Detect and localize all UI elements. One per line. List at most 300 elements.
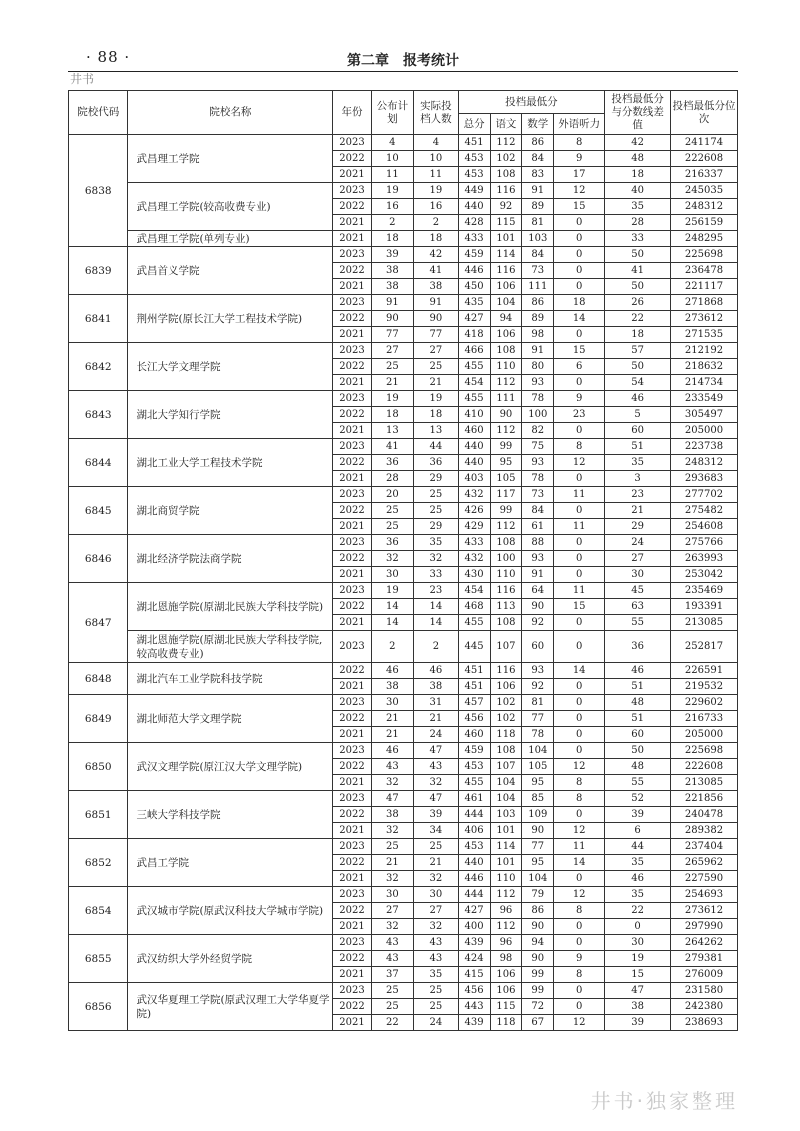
table-body [69, 135, 738, 1031]
plan-cell: 43 [371, 759, 413, 775]
rank-cell: 297990 [671, 919, 738, 935]
actual-cell: 24 [414, 727, 459, 743]
foreign-score-cell: 11 [554, 839, 605, 855]
school-name: 武汉纺织大学外经贸学院 [128, 935, 333, 983]
year-cell: 2022 [333, 663, 371, 679]
chinese-score-cell: 101 [490, 855, 522, 871]
school-code: 6841 [69, 295, 128, 343]
table-row [69, 695, 738, 711]
total-score-cell: 429 [458, 519, 490, 535]
plan-cell: 32 [371, 823, 413, 839]
actual-cell: 41 [414, 263, 459, 279]
diff-cell: 33 [605, 231, 671, 247]
total-score-cell: 440 [458, 855, 490, 871]
year-cell: 2021 [333, 375, 371, 391]
actual-cell: 42 [414, 247, 459, 263]
plan-cell: 41 [371, 439, 413, 455]
year-cell: 2021 [333, 727, 371, 743]
chapter-title: 第二章 报考统计 [347, 53, 459, 69]
school-code: 6850 [69, 743, 128, 791]
math-score-cell: 92 [522, 615, 554, 631]
plan-cell: 32 [371, 919, 413, 935]
foreign-score-cell: 0 [554, 327, 605, 343]
year-cell: 2021 [333, 1015, 371, 1031]
total-score-cell: 424 [458, 951, 490, 967]
rank-cell: 205000 [671, 727, 738, 743]
math-score-cell: 78 [522, 727, 554, 743]
diff-cell: 54 [605, 375, 671, 391]
plan-cell: 14 [371, 599, 413, 615]
chinese-score-cell: 117 [490, 487, 522, 503]
math-score-cell: 77 [522, 839, 554, 855]
rank-cell: 263993 [671, 551, 738, 567]
chinese-score-cell: 102 [490, 151, 522, 167]
foreign-score-cell: 0 [554, 215, 605, 231]
total-score-cell: 453 [458, 759, 490, 775]
plan-cell: 30 [371, 567, 413, 583]
year-cell: 2022 [333, 951, 371, 967]
diff-cell: 48 [605, 695, 671, 711]
total-score-cell: 456 [458, 711, 490, 727]
actual-cell: 32 [414, 919, 459, 935]
year-cell: 2021 [333, 471, 371, 487]
school-code: 6849 [69, 695, 128, 743]
school-name: 湖北师范大学文理学院 [128, 695, 333, 743]
rank-cell: 223738 [671, 439, 738, 455]
actual-cell: 27 [414, 903, 459, 919]
year-cell: 2023 [333, 791, 371, 807]
diff-cell: 22 [605, 311, 671, 327]
rank-cell: 222608 [671, 759, 738, 775]
plan-cell: 30 [371, 887, 413, 903]
actual-cell: 29 [414, 471, 459, 487]
math-score-cell: 84 [522, 503, 554, 519]
plan-cell: 20 [371, 487, 413, 503]
diff-cell: 46 [605, 391, 671, 407]
chinese-score-cell: 90 [490, 407, 522, 423]
year-cell: 2022 [333, 503, 371, 519]
actual-cell: 13 [414, 423, 459, 439]
plan-cell: 11 [371, 167, 413, 183]
total-score-cell: 456 [458, 983, 490, 999]
rank-cell: 238693 [671, 1015, 738, 1031]
year-cell: 2023 [333, 183, 371, 199]
plan-cell: 46 [371, 663, 413, 679]
table-row [69, 839, 738, 855]
rank-cell: 225698 [671, 247, 738, 263]
foreign-score-cell: 0 [554, 471, 605, 487]
diff-cell: 6 [605, 823, 671, 839]
diff-cell: 5 [605, 407, 671, 423]
chinese-score-cell: 103 [490, 807, 522, 823]
diff-cell: 50 [605, 743, 671, 759]
diff-cell: 60 [605, 423, 671, 439]
foreign-score-cell: 0 [554, 871, 605, 887]
school-code: 6838 [69, 135, 128, 247]
rank-cell: 265962 [671, 855, 738, 871]
table-row [69, 535, 738, 551]
rank-cell: 235469 [671, 583, 738, 599]
actual-cell: 34 [414, 823, 459, 839]
diff-cell: 55 [605, 775, 671, 791]
diff-cell: 27 [605, 551, 671, 567]
watermark: 井书·独家整理 [590, 1089, 738, 1113]
actual-cell: 24 [414, 1015, 459, 1031]
year-cell: 2021 [333, 775, 371, 791]
actual-cell: 38 [414, 279, 459, 295]
plan-cell: 91 [371, 295, 413, 311]
school-name: 湖北经济学院法商学院 [128, 535, 333, 583]
total-score-cell: 418 [458, 327, 490, 343]
foreign-score-cell: 0 [554, 551, 605, 567]
diff-cell: 38 [605, 999, 671, 1015]
foreign-score-cell: 17 [554, 167, 605, 183]
foreign-score-cell: 0 [554, 535, 605, 551]
school-code: 6845 [69, 487, 128, 535]
total-score-cell: 443 [458, 999, 490, 1015]
diff-cell: 48 [605, 151, 671, 167]
foreign-score-cell: 12 [554, 455, 605, 471]
foreign-score-cell: 11 [554, 519, 605, 535]
rank-cell: 218632 [671, 359, 738, 375]
actual-cell: 44 [414, 439, 459, 455]
plan-cell: 19 [371, 183, 413, 199]
year-cell: 2021 [333, 231, 371, 247]
school-name: 武汉文理学院(原江汉大学文理学院) [128, 743, 333, 791]
chinese-score-cell: 102 [490, 695, 522, 711]
foreign-score-cell: 0 [554, 279, 605, 295]
diff-cell: 29 [605, 519, 671, 535]
year-cell: 2023 [333, 535, 371, 551]
diff-cell: 30 [605, 567, 671, 583]
diff-cell: 39 [605, 807, 671, 823]
year-cell: 2022 [333, 599, 371, 615]
chinese-score-cell: 106 [490, 983, 522, 999]
table-row [69, 487, 738, 503]
chinese-score-cell: 108 [490, 615, 522, 631]
chinese-score-cell: 101 [490, 823, 522, 839]
chinese-score-cell: 102 [490, 711, 522, 727]
math-score-cell: 91 [522, 183, 554, 199]
plan-cell: 2 [371, 631, 413, 663]
math-score-cell: 73 [522, 263, 554, 279]
foreign-score-cell: 9 [554, 151, 605, 167]
foreign-score-cell: 0 [554, 375, 605, 391]
math-score-cell: 90 [522, 599, 554, 615]
total-score-cell: 455 [458, 615, 490, 631]
math-score-cell: 88 [522, 535, 554, 551]
foreign-score-cell: 0 [554, 231, 605, 247]
school-code: 6842 [69, 343, 128, 391]
chinese-score-cell: 114 [490, 839, 522, 855]
plan-cell: 77 [371, 327, 413, 343]
math-score-cell: 92 [522, 679, 554, 695]
actual-cell: 46 [414, 663, 459, 679]
foreign-score-cell: 0 [554, 919, 605, 935]
total-score-cell: 440 [458, 439, 490, 455]
school-code: 6846 [69, 535, 128, 583]
chinese-score-cell: 108 [490, 535, 522, 551]
table-row [69, 183, 738, 199]
table-row [69, 295, 738, 311]
school-name: 三峡大学科技学院 [128, 791, 333, 839]
math-score-cell: 93 [522, 663, 554, 679]
school-code: 6847 [69, 583, 128, 663]
actual-cell: 36 [414, 455, 459, 471]
rank-cell: 271868 [671, 295, 738, 311]
year-cell: 2022 [333, 551, 371, 567]
math-score-cell: 83 [522, 167, 554, 183]
foreign-score-cell: 0 [554, 631, 605, 663]
math-score-cell: 67 [522, 1015, 554, 1031]
plan-cell: 27 [371, 343, 413, 359]
rank-cell: 229602 [671, 695, 738, 711]
math-score-cell: 78 [522, 471, 554, 487]
chinese-score-cell: 99 [490, 503, 522, 519]
rank-cell: 293683 [671, 471, 738, 487]
foreign-score-cell: 0 [554, 711, 605, 727]
chinese-score-cell: 108 [490, 343, 522, 359]
page-number: · 88 · [86, 48, 131, 66]
rank-cell: 231580 [671, 983, 738, 999]
year-cell: 2021 [333, 567, 371, 583]
total-score-cell: 461 [458, 791, 490, 807]
foreign-score-cell: 0 [554, 503, 605, 519]
foreign-score-cell: 0 [554, 695, 605, 711]
rank-cell: 242380 [671, 999, 738, 1015]
math-score-cell: 99 [522, 983, 554, 999]
chinese-score-cell: 104 [490, 295, 522, 311]
table-row [69, 983, 738, 999]
chinese-score-cell: 118 [490, 1015, 522, 1031]
chinese-score-cell: 96 [490, 935, 522, 951]
total-score-cell: 446 [458, 263, 490, 279]
year-cell: 2022 [333, 711, 371, 727]
foreign-score-cell: 8 [554, 791, 605, 807]
header-math: 数学 [522, 114, 554, 135]
year-cell: 2022 [333, 199, 371, 215]
math-score-cell: 111 [522, 279, 554, 295]
chinese-score-cell: 107 [490, 759, 522, 775]
foreign-score-cell: 0 [554, 615, 605, 631]
plan-cell: 25 [371, 359, 413, 375]
diff-cell: 46 [605, 871, 671, 887]
foreign-score-cell: 14 [554, 663, 605, 679]
diff-cell: 46 [605, 663, 671, 679]
chinese-score-cell: 100 [490, 551, 522, 567]
diff-cell: 18 [605, 327, 671, 343]
plan-cell: 38 [371, 263, 413, 279]
diff-cell: 47 [605, 983, 671, 999]
chinese-score-cell: 116 [490, 583, 522, 599]
school-name: 武昌首义学院 [128, 247, 333, 295]
total-score-cell: 440 [458, 455, 490, 471]
math-score-cell: 91 [522, 567, 554, 583]
math-score-cell: 94 [522, 935, 554, 951]
rank-cell: 219532 [671, 679, 738, 695]
rank-cell: 236478 [671, 263, 738, 279]
year-cell: 2023 [333, 935, 371, 951]
plan-cell: 36 [371, 455, 413, 471]
year-cell: 2021 [333, 279, 371, 295]
diff-cell: 18 [605, 167, 671, 183]
foreign-score-cell: 11 [554, 583, 605, 599]
math-score-cell: 72 [522, 999, 554, 1015]
diff-cell: 23 [605, 487, 671, 503]
header-rule [68, 71, 738, 72]
math-score-cell: 105 [522, 759, 554, 775]
year-cell: 2023 [333, 487, 371, 503]
plan-cell: 19 [371, 583, 413, 599]
school-name: 武昌工学院 [128, 839, 333, 887]
actual-cell: 14 [414, 599, 459, 615]
math-score-cell: 61 [522, 519, 554, 535]
rank-cell: 276009 [671, 967, 738, 983]
math-score-cell: 109 [522, 807, 554, 823]
chinese-score-cell: 116 [490, 263, 522, 279]
school-code: 6843 [69, 391, 128, 439]
total-score-cell: 403 [458, 471, 490, 487]
plan-cell: 38 [371, 807, 413, 823]
year-cell: 2021 [333, 519, 371, 535]
diff-cell: 48 [605, 759, 671, 775]
plan-cell: 38 [371, 279, 413, 295]
chinese-score-cell: 106 [490, 279, 522, 295]
foreign-score-cell: 12 [554, 759, 605, 775]
actual-cell: 25 [414, 999, 459, 1015]
total-score-cell: 451 [458, 663, 490, 679]
math-score-cell: 86 [522, 903, 554, 919]
actual-cell: 2 [414, 215, 459, 231]
math-score-cell: 84 [522, 151, 554, 167]
chinese-score-cell: 111 [490, 391, 522, 407]
foreign-score-cell: 8 [554, 135, 605, 151]
total-score-cell: 435 [458, 295, 490, 311]
math-score-cell: 85 [522, 791, 554, 807]
math-score-cell: 98 [522, 327, 554, 343]
total-score-cell: 430 [458, 567, 490, 583]
actual-cell: 43 [414, 935, 459, 951]
math-score-cell: 93 [522, 375, 554, 391]
total-score-cell: 446 [458, 871, 490, 887]
total-score-cell: 460 [458, 423, 490, 439]
table-row [69, 439, 738, 455]
plan-cell: 25 [371, 503, 413, 519]
actual-cell: 25 [414, 503, 459, 519]
table-row [69, 791, 738, 807]
school-name: 湖北汽车工业学院科技学院 [128, 663, 333, 695]
diff-cell: 39 [605, 1015, 671, 1031]
rank-cell: 289382 [671, 823, 738, 839]
total-score-cell: 450 [458, 279, 490, 295]
diff-cell: 63 [605, 599, 671, 615]
plan-cell: 19 [371, 391, 413, 407]
foreign-score-cell: 0 [554, 727, 605, 743]
school-name: 武昌理工学院(较高收费专业) [128, 183, 333, 231]
school-name: 荆州学院(原长江大学工程技术学院) [128, 295, 333, 343]
math-score-cell: 75 [522, 439, 554, 455]
year-cell: 2021 [333, 679, 371, 695]
plan-cell: 46 [371, 743, 413, 759]
diff-cell: 41 [605, 263, 671, 279]
year-cell: 2023 [333, 887, 371, 903]
total-score-cell: 433 [458, 231, 490, 247]
chinese-score-cell: 106 [490, 967, 522, 983]
diff-cell: 40 [605, 183, 671, 199]
plan-cell: 25 [371, 983, 413, 999]
school-code: 6856 [69, 983, 128, 1031]
total-score-cell: 455 [458, 359, 490, 375]
diff-cell: 51 [605, 711, 671, 727]
admission-table [68, 90, 738, 1031]
math-score-cell: 78 [522, 391, 554, 407]
plan-cell: 21 [371, 711, 413, 727]
chinese-score-cell: 110 [490, 359, 522, 375]
math-score-cell: 60 [522, 631, 554, 663]
math-score-cell: 77 [522, 711, 554, 727]
total-score-cell: 449 [458, 183, 490, 199]
plan-cell: 14 [371, 615, 413, 631]
school-name: 武昌理工学院 [128, 135, 333, 183]
chinese-score-cell: 92 [490, 199, 522, 215]
total-score-cell: 451 [458, 135, 490, 151]
math-score-cell: 95 [522, 855, 554, 871]
total-score-cell: 455 [458, 775, 490, 791]
plan-cell: 32 [371, 775, 413, 791]
header-total: 总分 [458, 114, 490, 135]
year-cell: 2022 [333, 455, 371, 471]
rank-cell: 214734 [671, 375, 738, 391]
foreign-score-cell: 0 [554, 807, 605, 823]
year-cell: 2023 [333, 839, 371, 855]
year-cell: 2022 [333, 407, 371, 423]
year-cell: 2021 [333, 919, 371, 935]
total-score-cell: 451 [458, 679, 490, 695]
rank-cell: 256159 [671, 215, 738, 231]
plan-cell: 27 [371, 903, 413, 919]
foreign-score-cell: 8 [554, 903, 605, 919]
actual-cell: 43 [414, 951, 459, 967]
math-score-cell: 104 [522, 743, 554, 759]
diff-cell: 35 [605, 455, 671, 471]
year-cell: 2022 [333, 151, 371, 167]
year-cell: 2021 [333, 215, 371, 231]
total-score-cell: 466 [458, 343, 490, 359]
actual-cell: 18 [414, 407, 459, 423]
foreign-score-cell: 0 [554, 423, 605, 439]
total-score-cell: 459 [458, 247, 490, 263]
plan-cell: 30 [371, 695, 413, 711]
diff-cell: 35 [605, 199, 671, 215]
rank-cell: 275482 [671, 503, 738, 519]
plan-cell: 38 [371, 679, 413, 695]
table-row [69, 935, 738, 951]
chinese-score-cell: 107 [490, 631, 522, 663]
table-row [69, 247, 738, 263]
table-row [69, 135, 738, 151]
math-score-cell: 82 [522, 423, 554, 439]
diff-cell: 22 [605, 903, 671, 919]
header-diff: 投档最低分与分数线差值 [605, 91, 671, 135]
total-score-cell: 426 [458, 503, 490, 519]
rank-cell: 252817 [671, 631, 738, 663]
foreign-score-cell: 12 [554, 823, 605, 839]
year-cell: 2022 [333, 855, 371, 871]
diff-cell: 30 [605, 935, 671, 951]
diff-cell: 50 [605, 359, 671, 375]
total-score-cell: 444 [458, 887, 490, 903]
actual-cell: 2 [414, 631, 459, 663]
